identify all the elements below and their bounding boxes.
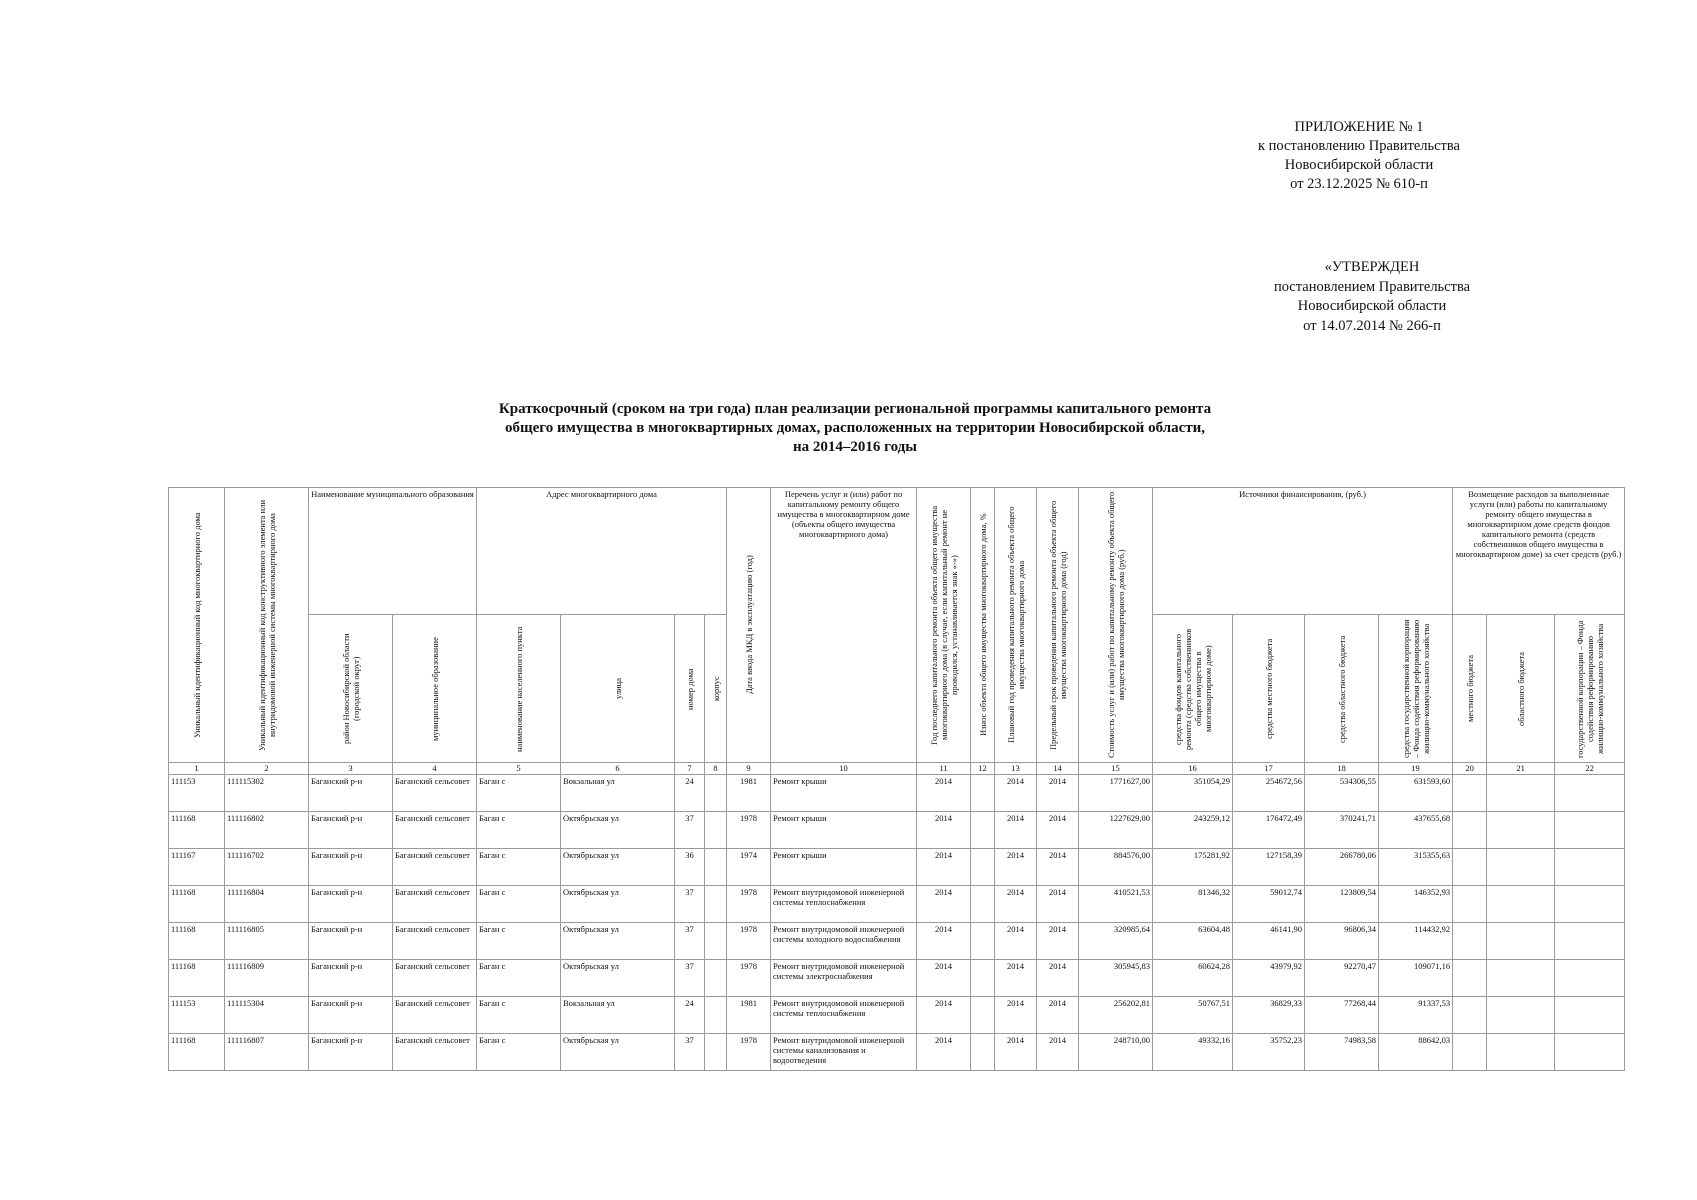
- table-cell: [1555, 923, 1625, 960]
- approval-line: постановлением Правительства: [1273, 278, 1471, 295]
- table-cell: 2014: [995, 923, 1037, 960]
- table-cell: 74983,58: [1305, 1034, 1379, 1071]
- table-cell: Ремонт крыши: [771, 849, 917, 886]
- appendix-date: от 23.12.2025 № 610-п: [1290, 176, 1428, 192]
- table-cell: Октябрьская ул: [561, 886, 675, 923]
- table-cell: [1453, 997, 1487, 1034]
- table-cell: 2014: [1037, 1034, 1079, 1071]
- table-cell: Октябрьская ул: [561, 923, 675, 960]
- table-cell: 37: [675, 960, 705, 997]
- table-cell: 2014: [995, 775, 1037, 812]
- table-cell: Баганский сельсовет: [393, 849, 477, 886]
- header-repair-fund: средства фондов капитального ремонта (средства собственников общего имущества в многоквартирном доме): [1153, 615, 1233, 763]
- table-cell: 127158,39: [1233, 849, 1305, 886]
- table-cell: Ремонт внутридомовой инженерной системы теплоснабжения: [771, 997, 917, 1034]
- table-cell: [1555, 997, 1625, 1034]
- table-row: [169, 923, 1625, 960]
- appendix-line: Новосибирской области: [1284, 157, 1434, 173]
- table-cell: 49332,16: [1153, 1034, 1233, 1071]
- table-row: [169, 997, 1625, 1034]
- table-cell: Октябрьская ул: [561, 849, 675, 886]
- table-cell: 36829,33: [1233, 997, 1305, 1034]
- column-number: 13: [995, 763, 1037, 775]
- table-cell: [971, 849, 995, 886]
- table-cell: 2014: [995, 812, 1037, 849]
- column-number: 4: [393, 763, 477, 775]
- column-number: 2: [225, 763, 309, 775]
- table-cell: [1453, 849, 1487, 886]
- header-municipality: муниципальное образование: [393, 615, 477, 763]
- column-number: 15: [1079, 763, 1153, 775]
- header-works-list: Перечень услуг и (или) работ по капитальному ремонту общего имущества в многоквартирном доме (объекты общего имущества многоквартирного дома): [771, 488, 917, 763]
- table-cell: [705, 886, 727, 923]
- header-district: район Новосибирской области (городской округ): [309, 615, 393, 763]
- column-number: 5: [477, 763, 561, 775]
- table-cell: [705, 1034, 727, 1071]
- table-cell: Ремонт внутридомовой инженерной системы холодного водоснабжения: [771, 923, 917, 960]
- table-cell: [705, 923, 727, 960]
- table-cell: [971, 886, 995, 923]
- header-settlement: наименование населенного пункта: [477, 615, 561, 763]
- table-cell: 59012,74: [1233, 886, 1305, 923]
- table-cell: 37: [675, 1034, 705, 1071]
- table-cell: 2014: [917, 960, 971, 997]
- table-cell: 2014: [1037, 812, 1079, 849]
- table-cell: 176472,49: [1233, 812, 1305, 849]
- table-cell: Баганский сельсовет: [393, 997, 477, 1034]
- column-number: 18: [1305, 763, 1379, 775]
- table-cell: 77268,44: [1305, 997, 1379, 1034]
- column-number: 14: [1037, 763, 1079, 775]
- table-cell: 2014: [1037, 997, 1079, 1034]
- header-deadline-year: Предельный срок проведения капитального ремонта объекта общего имущества многоквартирного дома (год): [1037, 488, 1079, 763]
- header-reimb-state: государственной корпорации – Фонда содействия реформированию жилищно-коммунального хозяйства: [1555, 615, 1625, 763]
- column-number: 19: [1379, 763, 1453, 775]
- table-cell: 254672,56: [1233, 775, 1305, 812]
- table-cell: Баган с: [477, 849, 561, 886]
- table-cell: 46141,90: [1233, 923, 1305, 960]
- table-cell: 351054,29: [1153, 775, 1233, 812]
- table-cell: 1771627,00: [1079, 775, 1153, 812]
- table-cell: [971, 812, 995, 849]
- table-cell: 24: [675, 775, 705, 812]
- table-cell: 92270,47: [1305, 960, 1379, 997]
- table-cell: 111153: [169, 997, 225, 1034]
- table-cell: [971, 997, 995, 1034]
- table-cell: 1978: [727, 812, 771, 849]
- table-cell: 2014: [917, 923, 971, 960]
- table-cell: 111115302: [225, 775, 309, 812]
- approval-line: Новосибирской области: [1297, 298, 1447, 314]
- table-row: [169, 812, 1625, 849]
- column-number: 20: [1453, 763, 1487, 775]
- table-cell: 2014: [1037, 923, 1079, 960]
- table-cell: 24: [675, 997, 705, 1034]
- table-cell: Октябрьская ул: [561, 960, 675, 997]
- table-cell: 175281,92: [1153, 849, 1233, 886]
- table-cell: Баганский р-н: [309, 812, 393, 849]
- table-cell: Ремонт крыши: [771, 812, 917, 849]
- header-reimb-regional: областного бюджета: [1487, 615, 1555, 763]
- table-cell: 315355,63: [1379, 849, 1453, 886]
- table-cell: Ремонт внутридомовой инженерной системы теплоснабжения: [771, 886, 917, 923]
- table-cell: [1487, 849, 1555, 886]
- table-cell: 1227629,00: [1079, 812, 1153, 849]
- header-state-fund: средства государственной корпорации – Фонда содействия реформированию жилищно-коммунального хозяйства: [1379, 615, 1453, 763]
- table-cell: 2014: [917, 1034, 971, 1071]
- table-cell: [1453, 886, 1487, 923]
- table-cell: 111116809: [225, 960, 309, 997]
- column-number: 11: [917, 763, 971, 775]
- table-cell: [971, 775, 995, 812]
- table-cell: 2014: [917, 812, 971, 849]
- table-cell: 2014: [1037, 849, 1079, 886]
- table-cell: [1555, 1034, 1625, 1071]
- table-cell: 37: [675, 812, 705, 849]
- title-line: Краткосрочный (сроком на три года) план реализации региональной программы капитального ремонта: [498, 401, 1212, 417]
- column-number: 7: [675, 763, 705, 775]
- table-row: [169, 886, 1625, 923]
- table-cell: 111167: [169, 849, 225, 886]
- table-cell: Баган с: [477, 923, 561, 960]
- table-cell: 534306,55: [1305, 775, 1379, 812]
- table-cell: 37: [675, 886, 705, 923]
- table-cell: Ремонт внутридомовой инженерной системы канализования и водоотведения: [771, 1034, 917, 1071]
- header-house-code: Уникальный идентификационный код многоквартирного дома: [169, 488, 225, 763]
- table-cell: 37: [675, 923, 705, 960]
- table-cell: [1555, 960, 1625, 997]
- table-cell: Баганский сельсовет: [393, 1034, 477, 1071]
- table-cell: [705, 775, 727, 812]
- table-cell: Баганский р-н: [309, 923, 393, 960]
- table-cell: 35752,23: [1233, 1034, 1305, 1071]
- column-number-row: [169, 763, 1625, 775]
- header-group-reimbursement: Возмещение расходов за выполненные услуги (или) работы по капитальному ремонту общего имущества в многоквартирном доме средств фондов капитального ремонта (средств собственников общего имущества в многоквартирном доме) за счет средств (руб.): [1453, 488, 1625, 615]
- column-number: 22: [1555, 763, 1625, 775]
- table-cell: [1487, 997, 1555, 1034]
- table-cell: 2014: [917, 849, 971, 886]
- table-cell: [1453, 960, 1487, 997]
- table-cell: Баганский р-н: [309, 849, 393, 886]
- table-cell: Баган с: [477, 997, 561, 1034]
- table-cell: 114432,92: [1379, 923, 1453, 960]
- table-cell: [1453, 1034, 1487, 1071]
- column-number: 6: [561, 763, 675, 775]
- table-cell: 437655,68: [1379, 812, 1453, 849]
- table-cell: 111116805: [225, 923, 309, 960]
- table-cell: Ремонт внутридомовой инженерной системы электроснабжения: [771, 960, 917, 997]
- table-cell: [1555, 849, 1625, 886]
- table-cell: Октябрьская ул: [561, 812, 675, 849]
- table-cell: 320985,64: [1079, 923, 1153, 960]
- column-number: 9: [727, 763, 771, 775]
- table-cell: 111116807: [225, 1034, 309, 1071]
- table-cell: Баган с: [477, 775, 561, 812]
- table-cell: 43979,92: [1233, 960, 1305, 997]
- table-cell: 1978: [727, 923, 771, 960]
- table-cell: 1978: [727, 886, 771, 923]
- table-cell: 1974: [727, 849, 771, 886]
- table-cell: [971, 960, 995, 997]
- header-local-budget: средства местного бюджета: [1233, 615, 1305, 763]
- table-cell: [1453, 923, 1487, 960]
- table-cell: 146352,93: [1379, 886, 1453, 923]
- approval-date: от 14.07.2014 № 266-п: [1303, 317, 1441, 334]
- table-cell: Баганский р-н: [309, 960, 393, 997]
- table-cell: 81346,32: [1153, 886, 1233, 923]
- table-cell: 63604,48: [1153, 923, 1233, 960]
- column-number: 21: [1487, 763, 1555, 775]
- table-cell: 60624,28: [1153, 960, 1233, 997]
- header-group-funding-sources: Источники финансирования, (руб.): [1153, 488, 1453, 615]
- table-cell: [1487, 812, 1555, 849]
- table-cell: Баган с: [477, 812, 561, 849]
- table-cell: Ремонт крыши: [771, 775, 917, 812]
- table-cell: 2014: [1037, 960, 1079, 997]
- table-cell: [705, 849, 727, 886]
- table-cell: Баган с: [477, 1034, 561, 1071]
- table-cell: 243259,12: [1153, 812, 1233, 849]
- table-cell: 2014: [995, 886, 1037, 923]
- table-cell: 111116702: [225, 849, 309, 886]
- table-cell: 111116802: [225, 812, 309, 849]
- table-row: [169, 960, 1625, 997]
- header-row: [169, 488, 1625, 615]
- table-cell: 248710,00: [1079, 1034, 1153, 1071]
- table-cell: 111115304: [225, 997, 309, 1034]
- approval-block: [1262, 258, 1482, 336]
- table-cell: Октябрьская ул: [561, 1034, 675, 1071]
- table-cell: [1555, 812, 1625, 849]
- table-cell: Баган с: [477, 886, 561, 923]
- table-cell: 2014: [995, 849, 1037, 886]
- table-cell: 2014: [1037, 886, 1079, 923]
- table-cell: [705, 960, 727, 997]
- table-cell: Вокзальная ул: [561, 775, 675, 812]
- table-cell: 631593,60: [1379, 775, 1453, 812]
- table-cell: [705, 997, 727, 1034]
- table-cell: Баганский сельсовет: [393, 775, 477, 812]
- appendix-title: ПРИЛОЖЕНИЕ № 1: [1294, 119, 1424, 135]
- table-cell: Баганский сельсовет: [393, 923, 477, 960]
- document-title: [440, 400, 1270, 457]
- table-cell: 111168: [169, 886, 225, 923]
- column-number: 17: [1233, 763, 1305, 775]
- appendix-line: к постановлению Правительства: [1258, 138, 1460, 154]
- header-last-repair-year: Год последнего капитального ремонта объекта общего имущества многоквартирного дома (в случае, если капитальный ремонт не проводился, устанавливается знак «-»): [917, 488, 971, 763]
- title-line: общего имущества в многоквартирных домах, расположенных на территории Новосибирской области,: [504, 420, 1206, 436]
- table-cell: 1978: [727, 1034, 771, 1071]
- column-number: 16: [1153, 763, 1233, 775]
- table-cell: [1487, 960, 1555, 997]
- table-cell: [1487, 886, 1555, 923]
- table-cell: [1487, 1034, 1555, 1071]
- header-group-municipality: Наименование муниципального образования: [309, 488, 477, 615]
- table-cell: Баганский р-н: [309, 886, 393, 923]
- column-number: 1: [169, 763, 225, 775]
- table-cell: 2014: [995, 960, 1037, 997]
- table-row: [169, 775, 1625, 812]
- table-cell: Баганский сельсовет: [393, 886, 477, 923]
- table-cell: [1487, 775, 1555, 812]
- table-cell: 96806,34: [1305, 923, 1379, 960]
- table-cell: 36: [675, 849, 705, 886]
- table-cell: 2014: [995, 1034, 1037, 1071]
- table-cell: Баганский сельсовет: [393, 960, 477, 997]
- column-number: 8: [705, 763, 727, 775]
- table-cell: Баганский р-н: [309, 775, 393, 812]
- table-cell: 91337,53: [1379, 997, 1453, 1034]
- header-cost: Стоимость услуг и (или) работ по капитальному ремонту объекта общего имущества многоквартирного дома (руб.): [1079, 488, 1153, 763]
- header-regional-budget: средства областного бюджета: [1305, 615, 1379, 763]
- table-cell: 1981: [727, 775, 771, 812]
- table-cell: 111168: [169, 960, 225, 997]
- table-cell: 305945,83: [1079, 960, 1153, 997]
- table-cell: Баганский р-н: [309, 1034, 393, 1071]
- table-cell: 2014: [995, 997, 1037, 1034]
- appendix-block: [1238, 118, 1480, 194]
- table-cell: 111116804: [225, 886, 309, 923]
- table-cell: [971, 1034, 995, 1071]
- table-cell: 111168: [169, 923, 225, 960]
- column-number: 3: [309, 763, 393, 775]
- table-cell: 2014: [917, 886, 971, 923]
- header-reimb-local: местного бюджета: [1453, 615, 1487, 763]
- header-street: улица: [561, 615, 675, 763]
- header-wear: Износ объекта общего имущества многоквартирного дома, %: [971, 488, 995, 763]
- table-cell: 370241,71: [1305, 812, 1379, 849]
- column-number: 12: [971, 763, 995, 775]
- column-number: 10: [771, 763, 917, 775]
- table-cell: [1487, 923, 1555, 960]
- table-cell: 256202,81: [1079, 997, 1153, 1034]
- table-cell: 50767,51: [1153, 997, 1233, 1034]
- header-element-code: Уникальный идентификационный код конструктивного элемента или внутридомовой инженерной системы многоквартирного дома: [225, 488, 309, 763]
- header-house-number: номер дома: [675, 615, 705, 763]
- header-planned-year: Плановый год проведения капитального ремонта объекта общего имущества многоквартирного дома: [995, 488, 1037, 763]
- table-cell: 111168: [169, 1034, 225, 1071]
- table-cell: 266780,06: [1305, 849, 1379, 886]
- approval-title: «УТВЕРЖДЕН: [1324, 259, 1420, 275]
- table-cell: 111168: [169, 812, 225, 849]
- table-cell: 109071,16: [1379, 960, 1453, 997]
- table-cell: [705, 812, 727, 849]
- header-commission-year: Дата ввода МКД в эксплуатацию (год): [727, 488, 771, 763]
- table-cell: 1978: [727, 960, 771, 997]
- table-cell: [1453, 775, 1487, 812]
- table-cell: 410521,53: [1079, 886, 1153, 923]
- table-cell: Вокзальная ул: [561, 997, 675, 1034]
- capital-repair-plan-table: [168, 487, 1625, 1071]
- table-cell: 88642,03: [1379, 1034, 1453, 1071]
- header-group-address: Адрес многоквартирного дома: [477, 488, 727, 615]
- table-cell: 2014: [917, 775, 971, 812]
- table-cell: [971, 923, 995, 960]
- table-cell: Баганский сельсовет: [393, 812, 477, 849]
- table-row: [169, 849, 1625, 886]
- title-line: на 2014–2016 годы: [793, 439, 917, 455]
- header-building: корпус: [705, 615, 727, 763]
- table-cell: 111153: [169, 775, 225, 812]
- table-cell: 2014: [1037, 775, 1079, 812]
- table-cell: [1453, 812, 1487, 849]
- table-cell: 2014: [917, 997, 971, 1034]
- table-row: [169, 1034, 1625, 1071]
- table-cell: 1981: [727, 997, 771, 1034]
- table-cell: Баган с: [477, 960, 561, 997]
- table-cell: [1555, 886, 1625, 923]
- table-cell: [1555, 775, 1625, 812]
- table-cell: Баганский р-н: [309, 997, 393, 1034]
- table-cell: 123809,54: [1305, 886, 1379, 923]
- table-body: [169, 763, 1625, 1071]
- table-cell: 884576,00: [1079, 849, 1153, 886]
